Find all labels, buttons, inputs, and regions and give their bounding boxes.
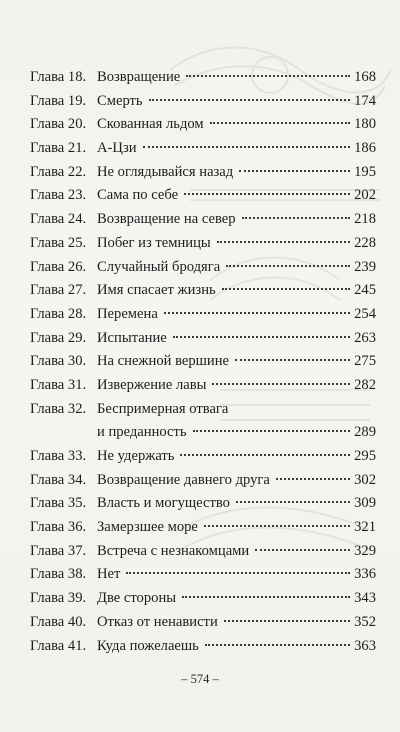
dot-leader bbox=[217, 241, 350, 243]
chapter-title: Не оглядывайся назад bbox=[97, 163, 234, 180]
dot-leader bbox=[164, 312, 350, 314]
page-number: 202 bbox=[354, 187, 376, 204]
chapter-title: Сама по себе bbox=[97, 187, 179, 204]
chapter-number: Глава 19. bbox=[30, 92, 87, 109]
chapter-number: Глава 23. bbox=[30, 187, 87, 204]
page-number: 302 bbox=[354, 471, 376, 488]
chapter-title: Скованная льдом bbox=[97, 116, 204, 133]
page-number: 363 bbox=[354, 637, 376, 654]
chapter-number: Глава 29. bbox=[30, 329, 87, 346]
page-number: 282 bbox=[354, 376, 376, 393]
chapter-number: Глава 32. bbox=[30, 400, 87, 417]
toc-entry bbox=[30, 492, 376, 516]
toc-entry bbox=[30, 398, 376, 445]
dot-leader bbox=[205, 644, 350, 646]
toc-entry bbox=[30, 90, 376, 114]
page-number: 218 bbox=[354, 211, 376, 228]
toc-entry bbox=[30, 256, 376, 280]
table-of-contents bbox=[30, 66, 376, 658]
chapter-number: Глава 36. bbox=[30, 519, 87, 536]
chapter-title: Смерть bbox=[97, 92, 143, 109]
toc-entry bbox=[30, 445, 376, 469]
dot-leader bbox=[222, 288, 350, 290]
page-number: 263 bbox=[354, 329, 376, 346]
page-number: 336 bbox=[354, 566, 376, 583]
chapter-number: Глава 40. bbox=[30, 613, 87, 630]
page-number: 195 bbox=[354, 163, 376, 180]
page-number: 174 bbox=[354, 92, 376, 109]
page-number: 321 bbox=[354, 519, 376, 536]
chapter-number: Глава 31. bbox=[30, 376, 87, 393]
page-number: 352 bbox=[354, 613, 376, 630]
chapter-title: Нет bbox=[97, 566, 121, 583]
chapter-title: Отказ от ненависти bbox=[97, 613, 218, 630]
chapter-number: Глава 25. bbox=[30, 234, 87, 251]
page-number: 289 bbox=[354, 424, 376, 441]
chapter-title: Замерзшее море bbox=[97, 519, 198, 536]
dot-leader bbox=[236, 501, 350, 503]
chapter-number: Глава 24. bbox=[30, 211, 87, 228]
chapter-number: Глава 20. bbox=[30, 116, 87, 133]
toc-entry bbox=[30, 232, 376, 256]
toc-entry bbox=[30, 113, 376, 137]
page-number: 186 bbox=[354, 140, 376, 157]
chapter-title: Не удержать bbox=[97, 448, 175, 465]
page-number: 239 bbox=[354, 258, 376, 275]
page-number: 329 bbox=[354, 542, 376, 559]
toc-entry bbox=[30, 350, 376, 374]
chapter-title: Возвращение bbox=[97, 69, 181, 85]
chapter-number: Глава 27. bbox=[30, 282, 87, 299]
chapter-title-line-2: и преданность bbox=[97, 424, 187, 441]
toc-entry bbox=[30, 374, 376, 398]
page-number: 228 bbox=[354, 234, 376, 251]
page-number: 254 bbox=[354, 305, 376, 322]
page-number: 245 bbox=[354, 282, 376, 299]
toc-entry bbox=[30, 303, 376, 327]
toc-entry bbox=[30, 540, 376, 564]
chapter-number: Глава 38. bbox=[30, 566, 87, 583]
chapter-number: Глава 35. bbox=[30, 495, 87, 512]
dot-leader bbox=[182, 596, 350, 598]
toc-entry bbox=[30, 279, 376, 303]
page-number: 343 bbox=[354, 590, 376, 607]
chapter-number: Глава 22. bbox=[30, 163, 87, 180]
chapter-title: Две стороны bbox=[97, 590, 177, 607]
dot-leader bbox=[235, 359, 350, 361]
chapter-title: А-Цзи bbox=[97, 140, 137, 157]
toc-entry bbox=[30, 208, 376, 232]
chapter-title: На снежной вершине bbox=[97, 353, 229, 370]
page-number: 180 bbox=[354, 116, 376, 133]
chapter-title-line-1: Беспримерная отвага bbox=[97, 400, 229, 417]
chapter-title: Власть и могущество bbox=[97, 495, 230, 512]
chapter-title: Перемена bbox=[97, 305, 158, 322]
toc-entry bbox=[30, 635, 376, 659]
dot-leader bbox=[226, 265, 350, 267]
dot-leader bbox=[186, 75, 350, 77]
chapter-number: Глава 26. bbox=[30, 258, 87, 275]
dot-leader bbox=[276, 478, 350, 480]
page-number: 275 bbox=[354, 353, 376, 370]
toc-entry bbox=[30, 137, 376, 161]
dot-leader bbox=[126, 572, 350, 574]
page-number: 295 bbox=[354, 448, 376, 465]
dot-leader bbox=[143, 146, 351, 148]
toc-entry bbox=[30, 66, 376, 90]
chapter-title: Извержение лавы bbox=[97, 376, 207, 393]
chapter-number: Глава 33. bbox=[30, 448, 87, 465]
toc-entry bbox=[30, 611, 376, 635]
toc-entry bbox=[30, 327, 376, 351]
toc-entry bbox=[30, 587, 376, 611]
page-number: 168 bbox=[354, 69, 376, 85]
chapter-title: Случайный бродяга bbox=[97, 258, 221, 275]
dot-leader bbox=[239, 170, 350, 172]
chapter-title: Побег из темницы bbox=[97, 234, 211, 251]
chapter-title: Имя спасает жизнь bbox=[97, 282, 216, 299]
chapter-title: Возвращение на север bbox=[97, 211, 236, 228]
chapter-title: Куда пожелаешь bbox=[97, 637, 199, 654]
dot-leader bbox=[210, 122, 350, 124]
dot-leader bbox=[193, 430, 351, 432]
dot-leader bbox=[184, 193, 350, 195]
page-number: 309 bbox=[354, 495, 376, 512]
dot-leader bbox=[149, 99, 351, 101]
dot-leader bbox=[224, 620, 350, 622]
toc-entry bbox=[30, 161, 376, 185]
dot-leader bbox=[204, 525, 350, 527]
dot-leader bbox=[173, 336, 350, 338]
chapter-number: Глава 30. bbox=[30, 353, 87, 370]
chapter-number: Глава 18. bbox=[30, 69, 87, 85]
toc-entry bbox=[30, 516, 376, 540]
toc-entry bbox=[30, 184, 376, 208]
dot-leader bbox=[255, 549, 350, 551]
chapter-title: Испытание bbox=[97, 329, 167, 346]
chapter-number: Глава 28. bbox=[30, 305, 87, 322]
page-footer-number: – 574 – bbox=[181, 672, 219, 686]
chapter-title: Встреча с незнакомцами bbox=[97, 542, 250, 559]
dot-leader bbox=[242, 217, 351, 219]
chapter-title: Возвращение давнего друга bbox=[97, 471, 270, 488]
dot-leader bbox=[180, 454, 350, 456]
toc-entry bbox=[30, 563, 376, 587]
chapter-number: Глава 39. bbox=[30, 590, 87, 607]
dot-leader bbox=[212, 383, 350, 385]
chapter-number: Глава 41. bbox=[30, 637, 87, 654]
chapter-number: Глава 37. bbox=[30, 542, 87, 559]
chapter-number: Глава 21. bbox=[30, 140, 87, 157]
chapter-number: Глава 34. bbox=[30, 471, 87, 488]
toc-entry bbox=[30, 469, 376, 493]
